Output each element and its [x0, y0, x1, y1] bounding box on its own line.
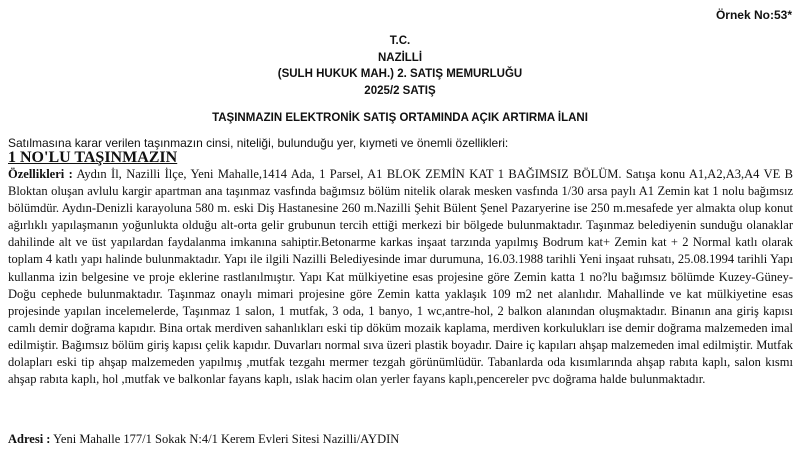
property-heading: 1 NO'LU TAŞINMAZIN: [8, 149, 178, 166]
form-number: Örnek No:53*: [715, 8, 792, 22]
details-label: Özellikleri :: [8, 167, 73, 181]
property-details: [8, 166, 793, 388]
details-text: Aydın İl, Nazilli İlçe, Yeni Mahalle,1414 Ada, 1 Parsel, A1 BLOK ZEMİN KAT 1 BAĞIMSIZ BÖLÜM. Satışa konu A1,A2,A3,A4 VE B Bloktan oluşan avlulu kargir apartman ana taşınmaz vasfında bağımsız bölüm nitelik olarak mesken vasfında 1/30 arsa paylı A1 Zemin kat 1 nolu bağımsız bölümdür. Aydın-Denizli karayoluna 580 m. eski Diş Hastanesine 260 m.Nazilli Şehit Bülent Şenel Pazaryerine ise 250 m.mesafede yer almakta olup konut ağırlıklı yapılaşmanın yoğunlukta olduğu alt-orta gelir grubunun tercih ettiği merkezi bir bölgede bulunmaktadır. Taşınmaz belediyenin sunduğu olanaklar dahilinde alt ve üst yapılardan faydalanma imkanına sahiptir.Betonarme karkas inşaat tarzında yapılmış Bodrum kat+ Zemin kat + 2 Normal katlı olarak toplam 4 katlı yapı halinde bulunmaktadır. Yapı ile ilgili Nazilli Belediyesinde imar durumuna, 16.03.1988 tarihli Yeni inşaat ruhsatı, 25.08.1994 tarihli Yapı kullanma izin belgesine ve proje eklerine rastlanılmıştır. Yapı Kat mülkiyetine esas projesine göre Zemin katta 1 no?lu bağımsız bölümde Kuzey-Güney-Doğu cephede bulunmaktadır. Taşınmaz onaylı mimari projesine göre Zemin katta yaklaşık 109 m2 net alanlıdır. Mahallinde ve kat mülkiyetine esas projesinde yapılan incelemelerde, Taşınmaz 1 salon, 1 mutfak, 3 oda, 1 banyo, 1 wc,antre-hol, 2 balkon alanından oluşmaktadır. Binanın ana giriş kapısı camlı demir doğrama kapıdır. Bina ortak merdiven sahanlıkları eski tip döküm mozaik kaplama, merdiven korkulukları ise demir doğrama malzemeden imal edilmiştir. Bağımsız bölüm giriş kapısı çelik kapıdır. Duvarları normal sıva üzeri plastik boyadır. Daire iç kapıları ahşap malzemeden imal edilmiştir. Mutfak dolapları eski tip ahşap malzemeden yapılmış ,mutfak tezgahı mermer tezgah görünümlüdür. Tabanlarda oda kısımlarında ahşap rabıta kaplı, salon kısmı ahşap rabıta kaplı, hol ,mutfak ve balkonlar fayans kaplı, ıslak hacim olan yerler fayans kaplı,pencereler pvc doğrama halde bulunmaktadır.: [8, 167, 793, 387]
property-address: [8, 432, 399, 447]
header-country: T.C.: [389, 35, 411, 47]
notice-title: TAŞINMAZIN ELEKTRONİK SATIŞ ORTAMINDA AÇIK ARTIRMA İLANI: [212, 112, 588, 124]
header-file-number: 2025/2 SATIŞ: [364, 84, 436, 97]
header-city: NAZİLLİ: [377, 51, 423, 64]
document-header: [0, 33, 800, 99]
header-office: (SULH HUKUK MAH.) 2. SATIŞ MEMURLUĞU: [277, 68, 523, 80]
address-text: Yeni Mahalle 177/1 Sokak N:4/1 Kerem Evleri Sitesi Nazilli/AYDIN: [50, 432, 400, 446]
intro-text: Satılmasına karar verilen taşınmazın cinsi, niteliği, bulunduğu yer, kıymeti ve önemli özellikleri:: [8, 136, 509, 150]
address-label: Adresi :: [8, 432, 51, 446]
